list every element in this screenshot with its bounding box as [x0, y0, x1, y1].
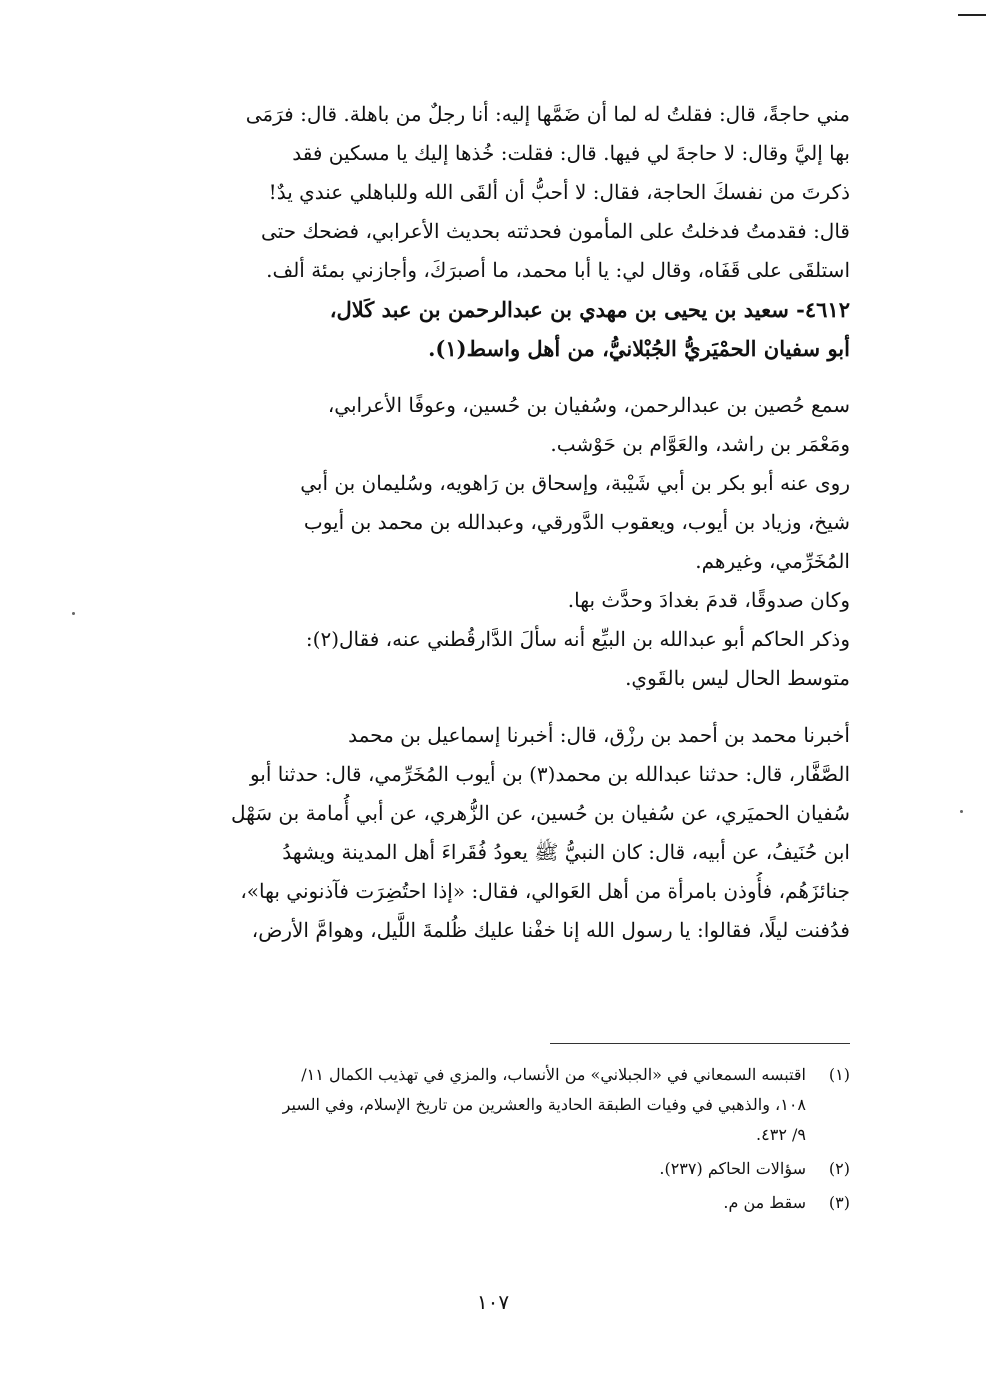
scan-speck [72, 612, 75, 615]
text-line: ذكرتَ من نفسكَ الحاجة، فقال: لا أحبُّ أن ألقَى الله وللباهلي عندي يدٌ! [268, 180, 850, 204]
text-line: متوسط الحال ليس بالقَوي. [625, 666, 850, 690]
text-line: مني حاجةً، قال: فقلتُ له لما أن ضَمَّها إليه: أنا رجلٌ من باهلة. قال: فرَمَى [245, 102, 850, 126]
entry-heading [150, 290, 850, 368]
page-number: ١٠٧ [476, 1290, 510, 1314]
paragraph-reliability [150, 581, 850, 620]
footnote-text: سؤالات الحاكم (٢٣٧). [659, 1159, 806, 1178]
footnote-text: ١٠٨، والذهبي في وفيات الطبقة الحادية والعشرين من تاريخ الإسلام، وفي السير [282, 1095, 806, 1114]
paragraph-students [150, 464, 850, 581]
paragraph-hakim-report [150, 620, 850, 698]
text-line: بها إليَّ وقال: لا حاجةَ لي فيها. قال: فقلت: خُذها إليك يا مسكين فقد [292, 141, 850, 165]
text-line: الصَّفَّار، قال: حدثنا عبدالله بن محمد(٣) بن أيوب المُخَرِّمي، قال: حدثنا أبو [249, 762, 850, 786]
entry-heading-line: ٤٦١٢- سعيد بن يحيى بن مهدي بن عبدالرحمن بن عبد كَلال، [329, 297, 850, 322]
text-line: جنائزَهُم، فأُوذن بامرأة من أهل العَوالي، فقال: «إذا احتُضِرَت فآذنوني بها»، [240, 879, 850, 903]
text-line: سمع حُصين بن عبدالرحمن، وسُفيان بن حُسين، وعوفًا الأعرابي، [327, 393, 850, 417]
footnotes [150, 1060, 850, 1222]
footnote-3 [150, 1188, 850, 1218]
footnote-2 [150, 1154, 850, 1184]
text-line: استلقَى على قَفَاه، وقال لي: يا أبا محمد، ما أصبرَكَ، وأجازني بمئة ألف. [266, 258, 850, 282]
text-line: سُفيان الحميَري، عن سُفيان بن حُسين، عن الزُّهري، عن أبي أُمامة بن سَهْل [230, 801, 850, 825]
text-line: روى عنه أبو بكر بن أبي شَيْبة، وإسحاق بن رَاهويه، وسُليمان بن أبي [300, 471, 850, 495]
footnote-text: اقتبسه السمعاني في «الجبلاني» من الأنساب، والمزي في تهذيب الكمال ١١/ [301, 1065, 806, 1084]
footnote-text: سقط من م. [723, 1193, 806, 1212]
footnote-text: ٩/ ٤٣٢. [756, 1125, 806, 1144]
scan-speck [960, 810, 963, 813]
paragraph-narration-end [150, 95, 850, 290]
text-line: المُخَرِّمي، وغيرهم. [695, 549, 850, 573]
footnote-separator [550, 1043, 850, 1044]
scan-corner-mark [958, 14, 986, 16]
footnote-number: (١) [828, 1065, 850, 1084]
paragraph-isnad-hadith [150, 716, 850, 950]
paragraph-teachers [150, 386, 850, 464]
text-line: وذكر الحاكم أبو عبدالله بن البيِّع أنه سألَ الدَّارقُطني عنه، فقال(٢): [305, 627, 850, 651]
text-line: وكان صدوقًا، قدمَ بغدادَ وحدَّث بها. [567, 588, 850, 612]
footnote-number: (٣) [828, 1193, 850, 1212]
text-line: فدُفنت ليلًا، فقالوا: يا رسول الله إنا خفْنا عليك ظُلمةَ اللَّيل، وهوامَّ الأرض، [251, 918, 850, 942]
footnote-number: (٢) [828, 1159, 850, 1178]
footnote-1 [150, 1060, 850, 1150]
entry-heading-line: أبو سفيان الحمْيَريُّ الجُبْلانيُّ، من أهل واسط(١). [428, 336, 850, 361]
text-line: قال: فقدمتُ فدخلتُ على المأمون فحدثته بحديث الأعرابي، فضحك حتى [260, 219, 850, 243]
text-line: شيخ، وزياد بن أيوب، ويعقوب الدَّورقي، وعبدالله بن محمد بن أيوب [303, 510, 850, 534]
page-body [150, 95, 850, 950]
text-line: ومَعْمَر بن راشد، والعَوَّام بن حَوْشب. [550, 432, 850, 456]
text-line: ابن حُنَيفُ، عن أبيه، قال: كان النبيُّ ﷺ يعودُ فُقَراءَ أهل المدينة ويشهدُ [282, 840, 850, 864]
text-line: أخبرنا محمد بن أحمد بن رزْق، قال: أخبرنا إسماعيل بن محمد [348, 723, 850, 747]
